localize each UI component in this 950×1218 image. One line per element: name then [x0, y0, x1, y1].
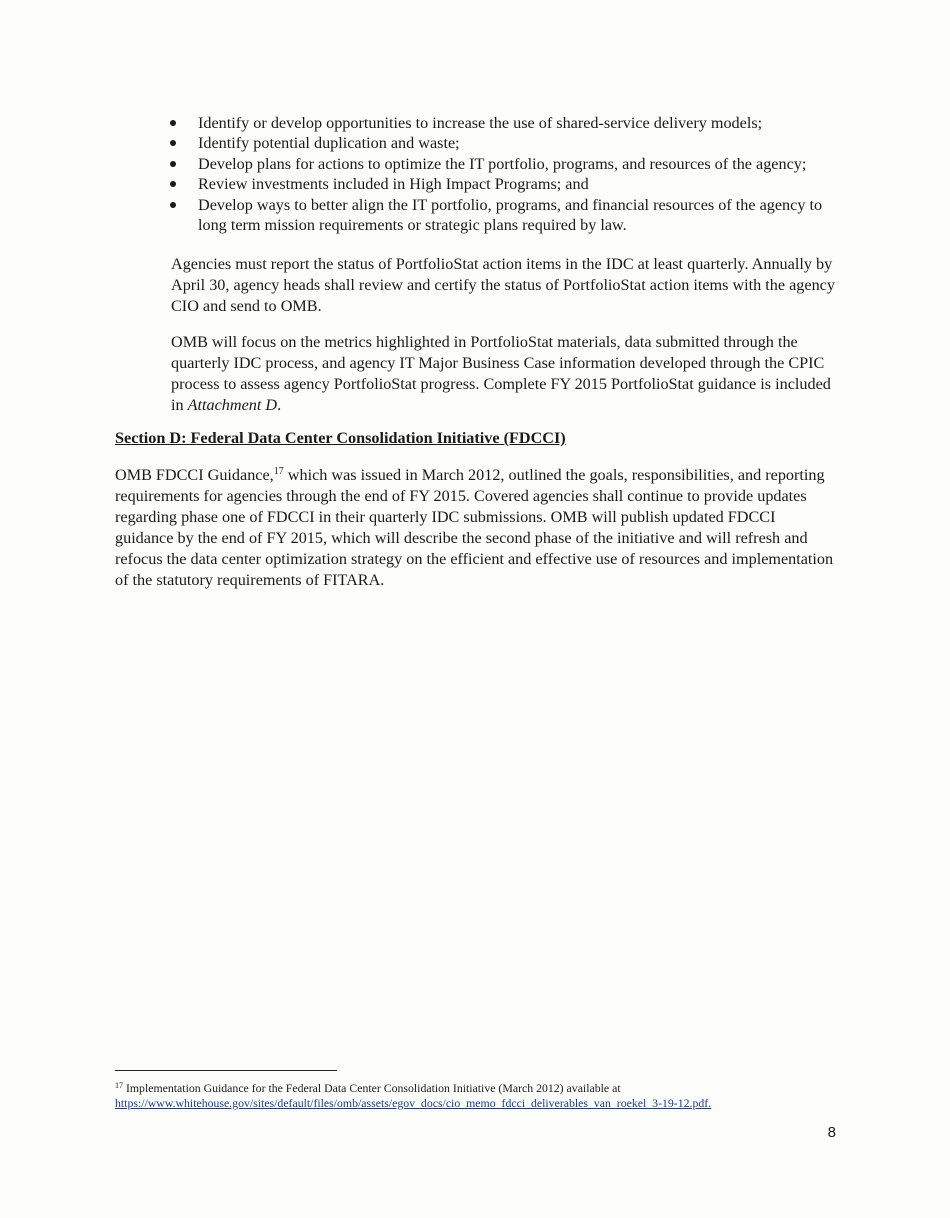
bullet-icon [170, 181, 176, 187]
list-item: Identify or develop opportunities to increase the use of shared-service delivery models; [166, 113, 846, 133]
list-item: Develop plans for actions to optimize the IT portfolio, programs, and resources of the agency; [166, 154, 846, 174]
footnote-number: 17 [115, 1081, 123, 1090]
footnote: $^{17}$ Implementation Guidance for the Federal Data Center Consolidation Initiative (March 2012) available at https://www.whitehouse.gov/sites/default/files/omb/assets/egov_docs/cio_memo_fdcci_deliverables_van_roekel_3-19-12.pdf. [115, 1081, 712, 1110]
section-d-heading: Section D: Federal Data Center Consolidation Initiative (FDCCI) [115, 429, 566, 447]
list-item: Develop ways to better align the IT portfolio, programs, and financial resources of the agency to long term mission requirements or strategic plans required by law. [166, 195, 846, 236]
footnote-reference[interactable]: 17 [273, 466, 284, 477]
bullet-icon [170, 140, 176, 146]
list-item: Review investments included in High Impact Programs; and [166, 174, 846, 194]
bullet-icon [170, 161, 176, 167]
bullet-icon [170, 202, 176, 208]
paragraph-reporting: Agencies must report the status of PortfolioStat action items in the IDC at least quarterly. Annually by April 30, agency heads shall review and certify the status of PortfolioStat action items with the agency CIO and send to OMB. [171, 255, 835, 315]
footnote-link[interactable]: https://www.whitehouse.gov/sites/default/files/omb/assets/egov_docs/cio_memo_fdcci_deliverables_van_roekel_3-19-12.pdf. [115, 1096, 712, 1110]
attachment-reference: Attachment D [187, 396, 278, 414]
list-item: Identify potential duplication and waste; [166, 133, 846, 153]
page-number: 8 [827, 1124, 836, 1141]
action-bullet-list [166, 113, 846, 235]
footnote-divider [115, 1070, 337, 1071]
bullet-icon [170, 120, 176, 126]
paragraph-metrics: OMB will focus on the metrics highlighted in PortfolioStat materials, data submitted through the quarterly IDC process, and agency IT Major Business Case information developed through the CPIC process to assess agency PortfolioStat progress. Complete FY 2015 PortfolioStat guidance is included in Attachment D. [171, 333, 831, 414]
paragraph-fdcci: OMB FDCCI Guidance,$^{17}$ which was issued in March 2012, outlined the goals, responsibilities, and reporting requirements for agencies through the end of FY 2015. Covered agencies shall continue to provide updates regarding phase one of FDCCI in their quarterly IDC submissions. OMB will publish updated FDCCI guidance by the end of FY 2015, which will describe the second phase of the initiative and will refresh and refocus the data center optimization strategy on the efficient and effective use of resources and implementation of the statutory requirements of FITARA. [115, 466, 834, 589]
